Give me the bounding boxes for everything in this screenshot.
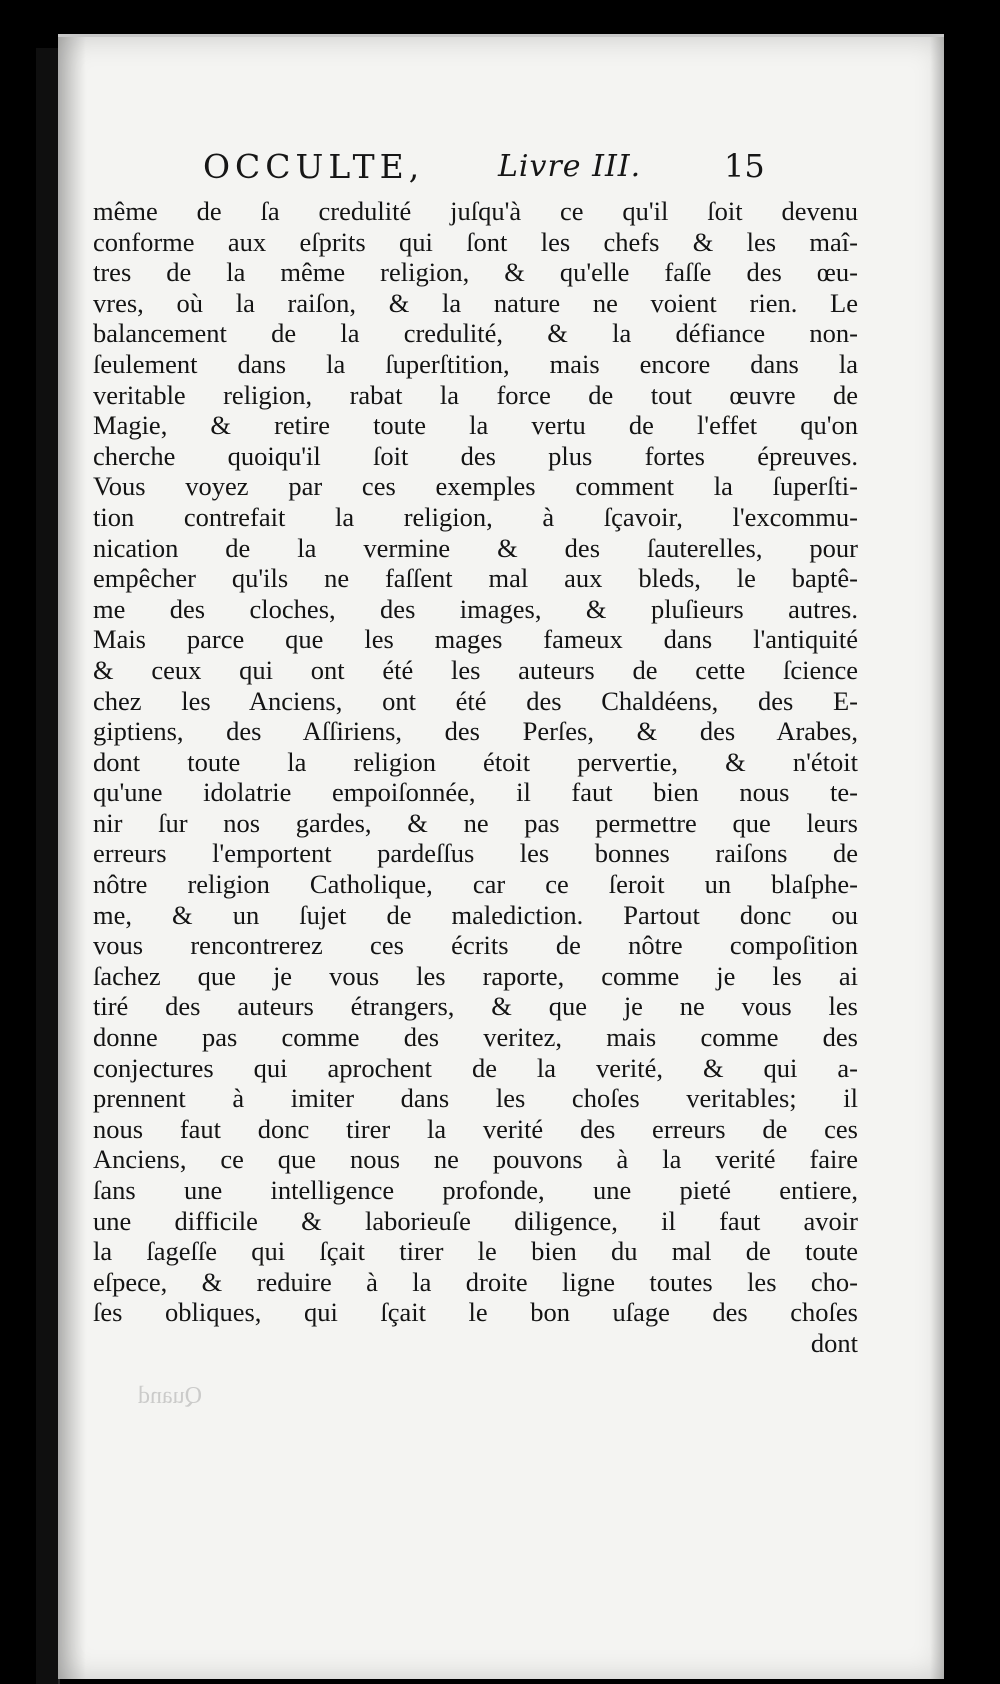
text-line: eſpece, & reduire à la droite ligne toutes les cho- xyxy=(93,1266,858,1297)
text-line: giptiens, des Aſſiriens, des Perſes, & des Arabes, xyxy=(93,716,858,747)
text-line: vous rencontrerez ces écrits de nôtre compoſition xyxy=(93,930,858,961)
text-line: me, & un ſujet de malediction. Partout donc ou xyxy=(93,899,858,930)
text-line: qu'une idolatrie empoiſonnée, il faut bien nous te- xyxy=(93,777,858,808)
text-line: chez les Anciens, ont été des Chaldéens, des E- xyxy=(93,685,858,716)
text-line: prennent à imiter dans les choſes veritables; il xyxy=(93,1083,858,1114)
text-line: ſans une intelligence profonde, une pieté entiere, xyxy=(93,1175,858,1205)
text-line: & ceux qui ont été les auteurs de cette ſcience xyxy=(93,654,858,685)
page-number: 15 xyxy=(724,147,765,185)
text-line: cherche quoiqu'il ſoit des plus fortes épreuves. xyxy=(93,440,858,471)
body-text xyxy=(93,196,858,1359)
catchword: dont xyxy=(810,1327,858,1358)
text-line: dont toute la religion étoit pervertie, & n'étoit xyxy=(93,746,858,777)
text-line: tres de la même religion, & qu'elle faſſe des œu- xyxy=(93,257,858,288)
text-line: vres, où la raiſon, & la nature ne voient rien. Le xyxy=(93,287,858,318)
gutter-shadow xyxy=(58,37,86,1679)
text-line: nir ſur nos gardes, & ne pas permettre que leurs xyxy=(93,807,858,838)
text-line: veritable religion, rabat la force de tout œuvre de xyxy=(93,379,858,410)
running-head-title: OCCULTE, xyxy=(203,147,425,186)
text-line: nôtre religion Catholique, car ce ſeroit un blaſphe- xyxy=(93,869,858,900)
text-line: donne pas comme des veritez, mais comme des xyxy=(93,1022,858,1053)
text-line: Mais parce que les mages fameux dans l'antiquité xyxy=(93,624,858,655)
text-line: tiré des auteurs étrangers, & que je ne vous les xyxy=(93,991,858,1022)
text-line: tion contrefait la religion, à ſçavoir, l'excommu- xyxy=(93,501,858,532)
book-page xyxy=(58,34,944,1679)
text-line: erreurs l'emportent pardeſſus les bonnes raiſons de xyxy=(93,838,858,869)
text-line: conforme aux eſprits qui ſont les chefs & les maî- xyxy=(93,226,858,257)
text-line: conjectures qui aprochent de la verité, & qui a- xyxy=(93,1052,858,1083)
text-line: Anciens, ce que nous ne pouvons à la verité faire xyxy=(93,1144,858,1175)
text-line: la ſageſſe qui ſçait tirer le bien du mal de toute xyxy=(93,1236,858,1267)
text-line: Magie, & retire toute la vertu de l'effet qu'on xyxy=(93,410,858,441)
text-line: nication de la vermine & des ſauterelles, pour xyxy=(93,532,858,563)
text-line: ſes obliques, qui ſçait le bon uſage des choſes xyxy=(93,1297,858,1328)
text-line: nous faut donc tirer la verité des erreurs de ces xyxy=(93,1113,858,1144)
text-line: empêcher qu'ils ne faſſent mal aux bleds, le baptê- xyxy=(93,563,858,594)
running-head-book: Livre III. xyxy=(498,149,642,184)
text-line: ſachez que je vous les raporte, comme je les ai xyxy=(93,960,858,991)
text-line: me des cloches, des images, & pluſieurs autres. xyxy=(93,593,858,624)
book-binding-edge xyxy=(36,48,60,1684)
text-line: même de ſa credulité juſqu'à ce qu'il ſoit devenu xyxy=(93,196,858,226)
text-line: balancement de la credulité, & la défiance non- xyxy=(93,318,858,349)
bleed-through-text: Quand xyxy=(138,1383,202,1409)
text-line: une difficile & laborieuſe diligence, il faut avoir xyxy=(93,1205,858,1236)
running-head xyxy=(58,147,944,197)
text-line: ſeulement dans la ſuperſtition, mais encore dans la xyxy=(93,348,858,379)
text-line: Vous voyez par ces exemples comment la ſuperſti- xyxy=(93,471,858,502)
